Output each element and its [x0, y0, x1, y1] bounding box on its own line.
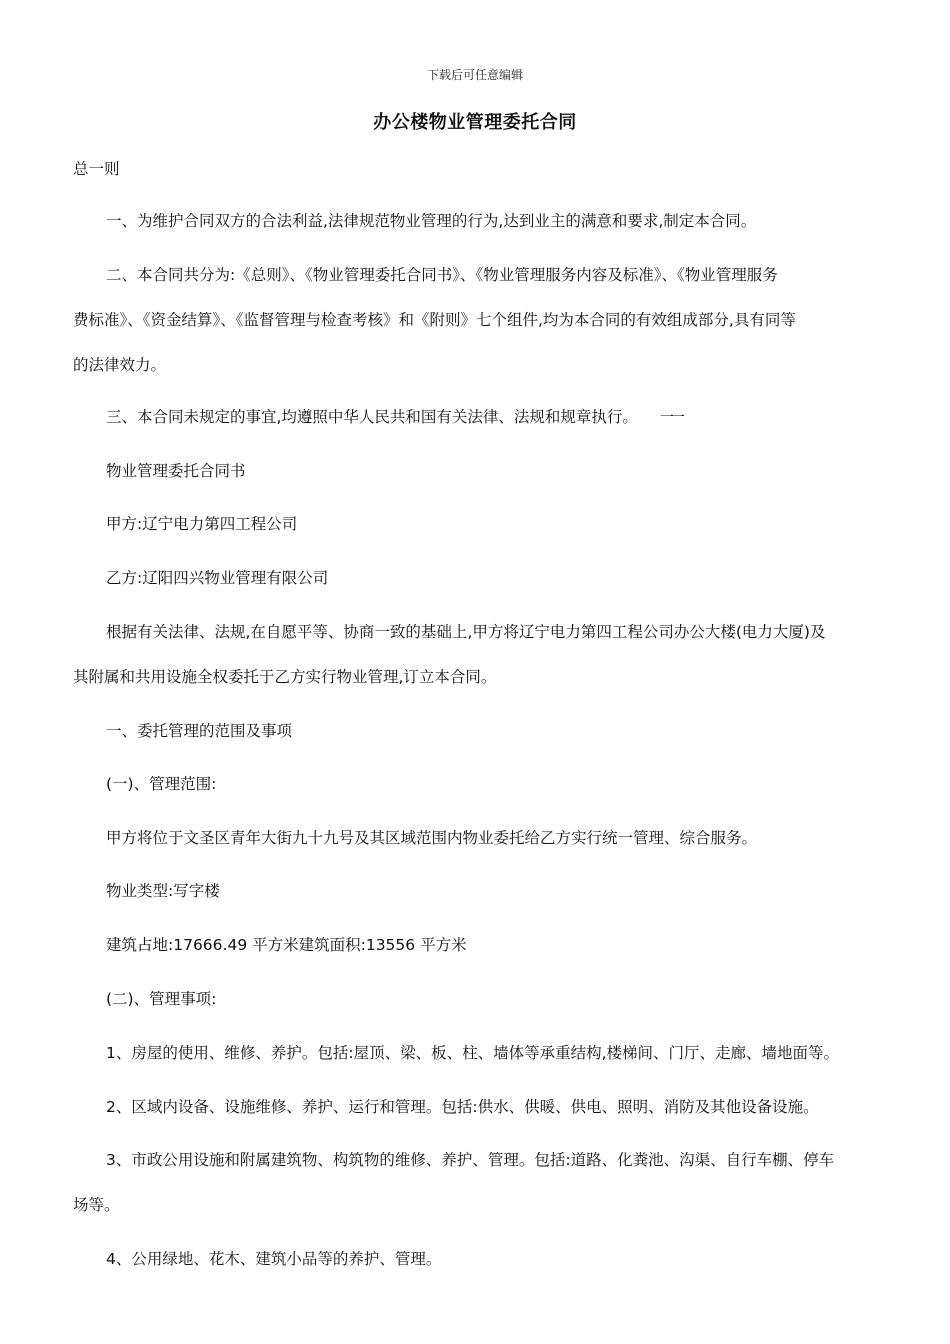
- item-4: 4、公用绿地、花木、建筑小品等的养护、管理。: [106, 1250, 442, 1268]
- building-area: 建筑占地:17666.49 平方米建筑面积:13556 平方米: [106, 936, 467, 954]
- item-1: 1、房屋的使用、维修、养护。包括:屋顶、梁、板、柱、墙体等承重结构,楼梯间、门厅、走廊、墙地面等。: [106, 1044, 840, 1062]
- paragraph-2-line-1: 二、本合同共分为:《总则》、《物业管理委托合同书》、《物业管理服务内容及标准》、《物业管理服务: [106, 266, 778, 284]
- party-b: 乙方:辽阳四兴物业管理有限公司: [106, 569, 329, 587]
- item-2: 2、区域内设备、设施维修、养护、运行和管理。包括:供水、供暖、供电、照明、消防及其他设备设施。: [106, 1098, 819, 1116]
- arrow-mark: ⼀⼀: [659, 410, 682, 426]
- item-3-line-1: 3、市政公用设施和附属建筑物、构筑物的维修、养护、管理。包括:道路、化粪池、沟渠、自行车棚、停车: [106, 1151, 835, 1169]
- page-header: 下载后可任意编辑: [426, 68, 523, 82]
- document-title: 办公楼物业管理委托合同: [373, 112, 577, 133]
- paragraph-2-line-2: 费标准》、《资金结算》、《监督管理与检查考核》和《附则》七个组件,均为本合同的有效组成部分,具有同等: [73, 311, 796, 329]
- section-1a-text: 甲方将位于文圣区青年大街九十九号及其区域范围内物业委托给乙方实行统一管理、综合服务。: [106, 829, 758, 847]
- paragraph-3-text: 三、本合同未规定的事宜,均遵照中华人民共和国有关法律、法规和规章执行。: [106, 408, 638, 426]
- party-a: 甲方:辽宁电力第四工程公司: [106, 515, 298, 533]
- item-3-line-2: 场等。: [73, 1196, 120, 1214]
- property-type: 物业类型:写字楼: [106, 882, 220, 900]
- section-1a-heading: (一)、管理范围:: [106, 775, 217, 793]
- paragraph-2-line-3: 的法律效力。: [73, 356, 167, 374]
- paragraph-3: [106, 407, 893, 429]
- section-1-heading: 一、委托管理的范围及事项: [106, 722, 293, 740]
- paragraph-1: 一、为维护合同双方的合法利益,法律规范物业管理的行为,达到业主的满意和要求,制定本合同。: [106, 212, 757, 230]
- intro-line-2: 其附属和共用设施全权委托于乙方实行物业管理,订立本合同。: [73, 668, 497, 686]
- section-1b-heading: (二)、管理事项:: [106, 990, 217, 1008]
- contract-book-title: 物业管理委托合同书: [106, 462, 246, 480]
- intro-line-1: 根据有关法律、法规,在自愿平等、协商一致的基础上,甲方将辽宁电力第四工程公司办公大楼(电力大厦)及: [106, 623, 826, 641]
- section-heading: 总⼀则: [73, 160, 120, 178]
